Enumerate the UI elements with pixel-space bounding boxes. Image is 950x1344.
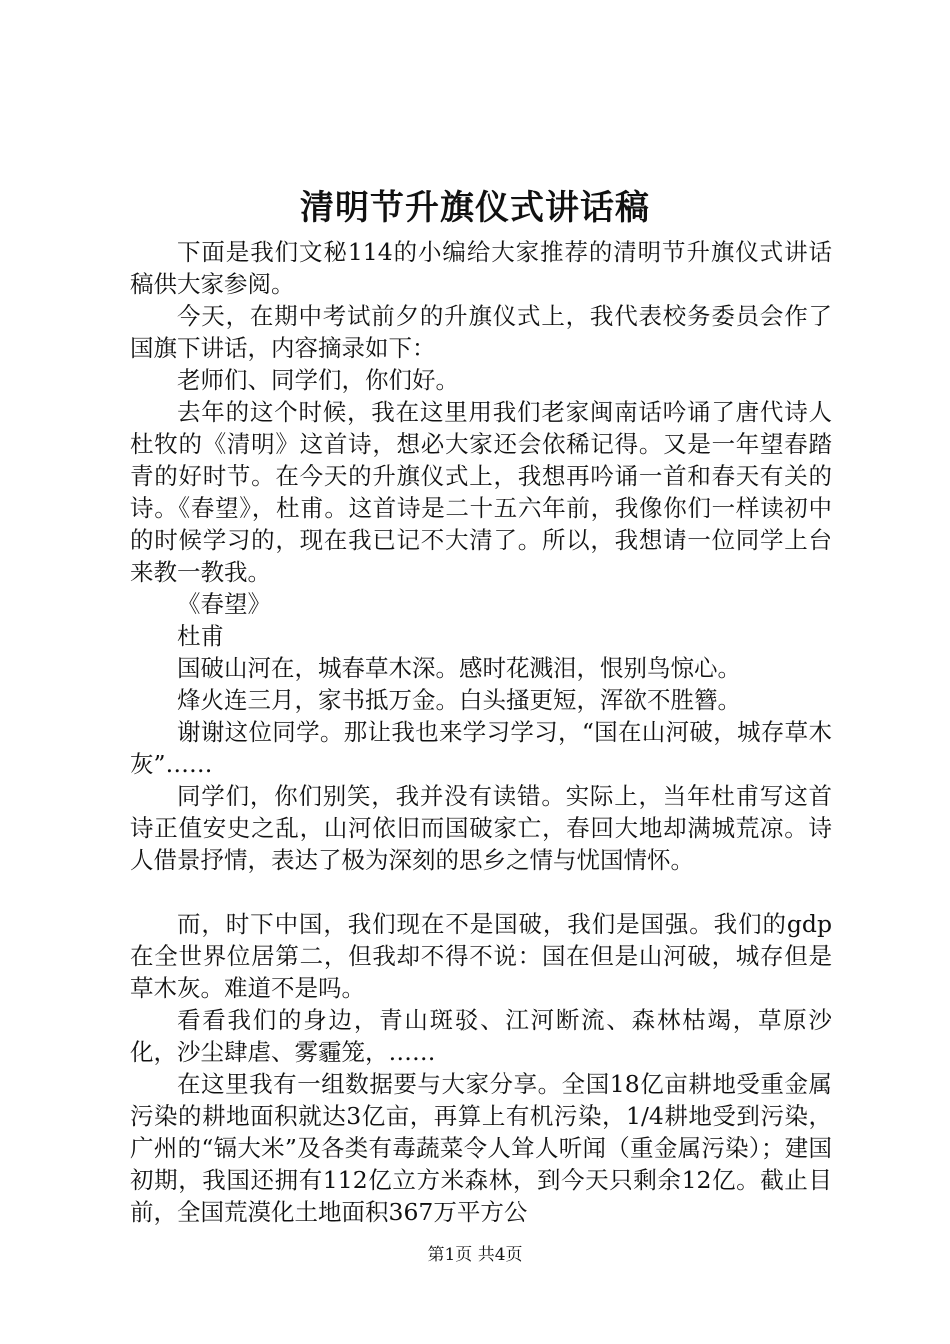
poem-line-2: 烽火连三月，家书抵万金。白头搔更短，浑欲不胜簪。	[177, 686, 741, 714]
paragraph-greeting: 老师们、同学们，你们好。	[177, 366, 459, 394]
paragraph-intro: 下面是我们文秘114的小编给大家推荐的清明节升旗仪式讲话稿供大家参阅。	[130, 238, 832, 298]
poem-line-1: 国破山河在，城春草木深。感时花溅泪，恨别鸟惊心。	[177, 654, 741, 682]
paragraph-explanation: 同学们，你们别笑，我并没有读错。实际上，当年杜甫写这首诗正值安史之乱，山河依旧而国破家亡，春回大地却满城荒凉。诗人借景抒情，表达了极为深刻的思乡之情与忧国情怀。	[130, 782, 832, 874]
document-title: 清明节升旗仪式讲话稿	[300, 188, 650, 228]
paragraph-context: 今天，在期中考试前夕的升旗仪式上，我代表校务委员会作了国旗下讲话，内容摘录如下：	[130, 302, 832, 362]
poem-author: 杜甫	[177, 622, 224, 650]
paragraph-surroundings: 看看我们的身边，青山斑驳、江河断流、森林枯竭，草原沙化，沙尘肆虐、雾霾笼，……	[130, 1006, 832, 1066]
paragraph-last-year: 去年的这个时候，我在这里用我们老家闽南话吟诵了唐代诗人杜牧的《清明》这首诗，想必大家还会依稀记得。又是一年望春踏青的好时节。在今天的升旗仪式上，我想再吟诵一首和春天有关的诗。《春望》，杜甫。这首诗是二十五六年前，我像你们一样读初中的时候学习的，现在我已记不大清了。所以，我想请一位同学上台来教一教我。	[130, 398, 832, 586]
paragraph-thanks: 谢谢这位同学。那让我也来学习学习，“国在山河破，城存草木灰”……	[130, 718, 832, 778]
document-body	[130, 236, 832, 1228]
page-footer: 第1页 共4页	[427, 1245, 523, 1265]
paragraph-blank	[130, 876, 832, 908]
paragraph-data: 在这里我有一组数据要与大家分享。全国18亿亩耕地受重金属污染的耕地面积就达3亿亩，再算上有机污染，1/4耕地受到污染，广州的“镉大米”及各类有毒蔬菜令人耸人听闻（重金属污染）；建国初期，我国还拥有112亿立方米森林，到今天只剩余12亿。截止目前，全国荒漠化土地面积367万平方公	[130, 1070, 832, 1226]
paragraph-china-today: 而，时下中国，我们现在不是国破，我们是国强。我们的gdp在全世界位居第二，但我却不得不说：国在但是山河破，城存但是草木灰。难道不是吗。	[130, 910, 832, 1002]
poem-title: 《春望》	[177, 590, 271, 618]
